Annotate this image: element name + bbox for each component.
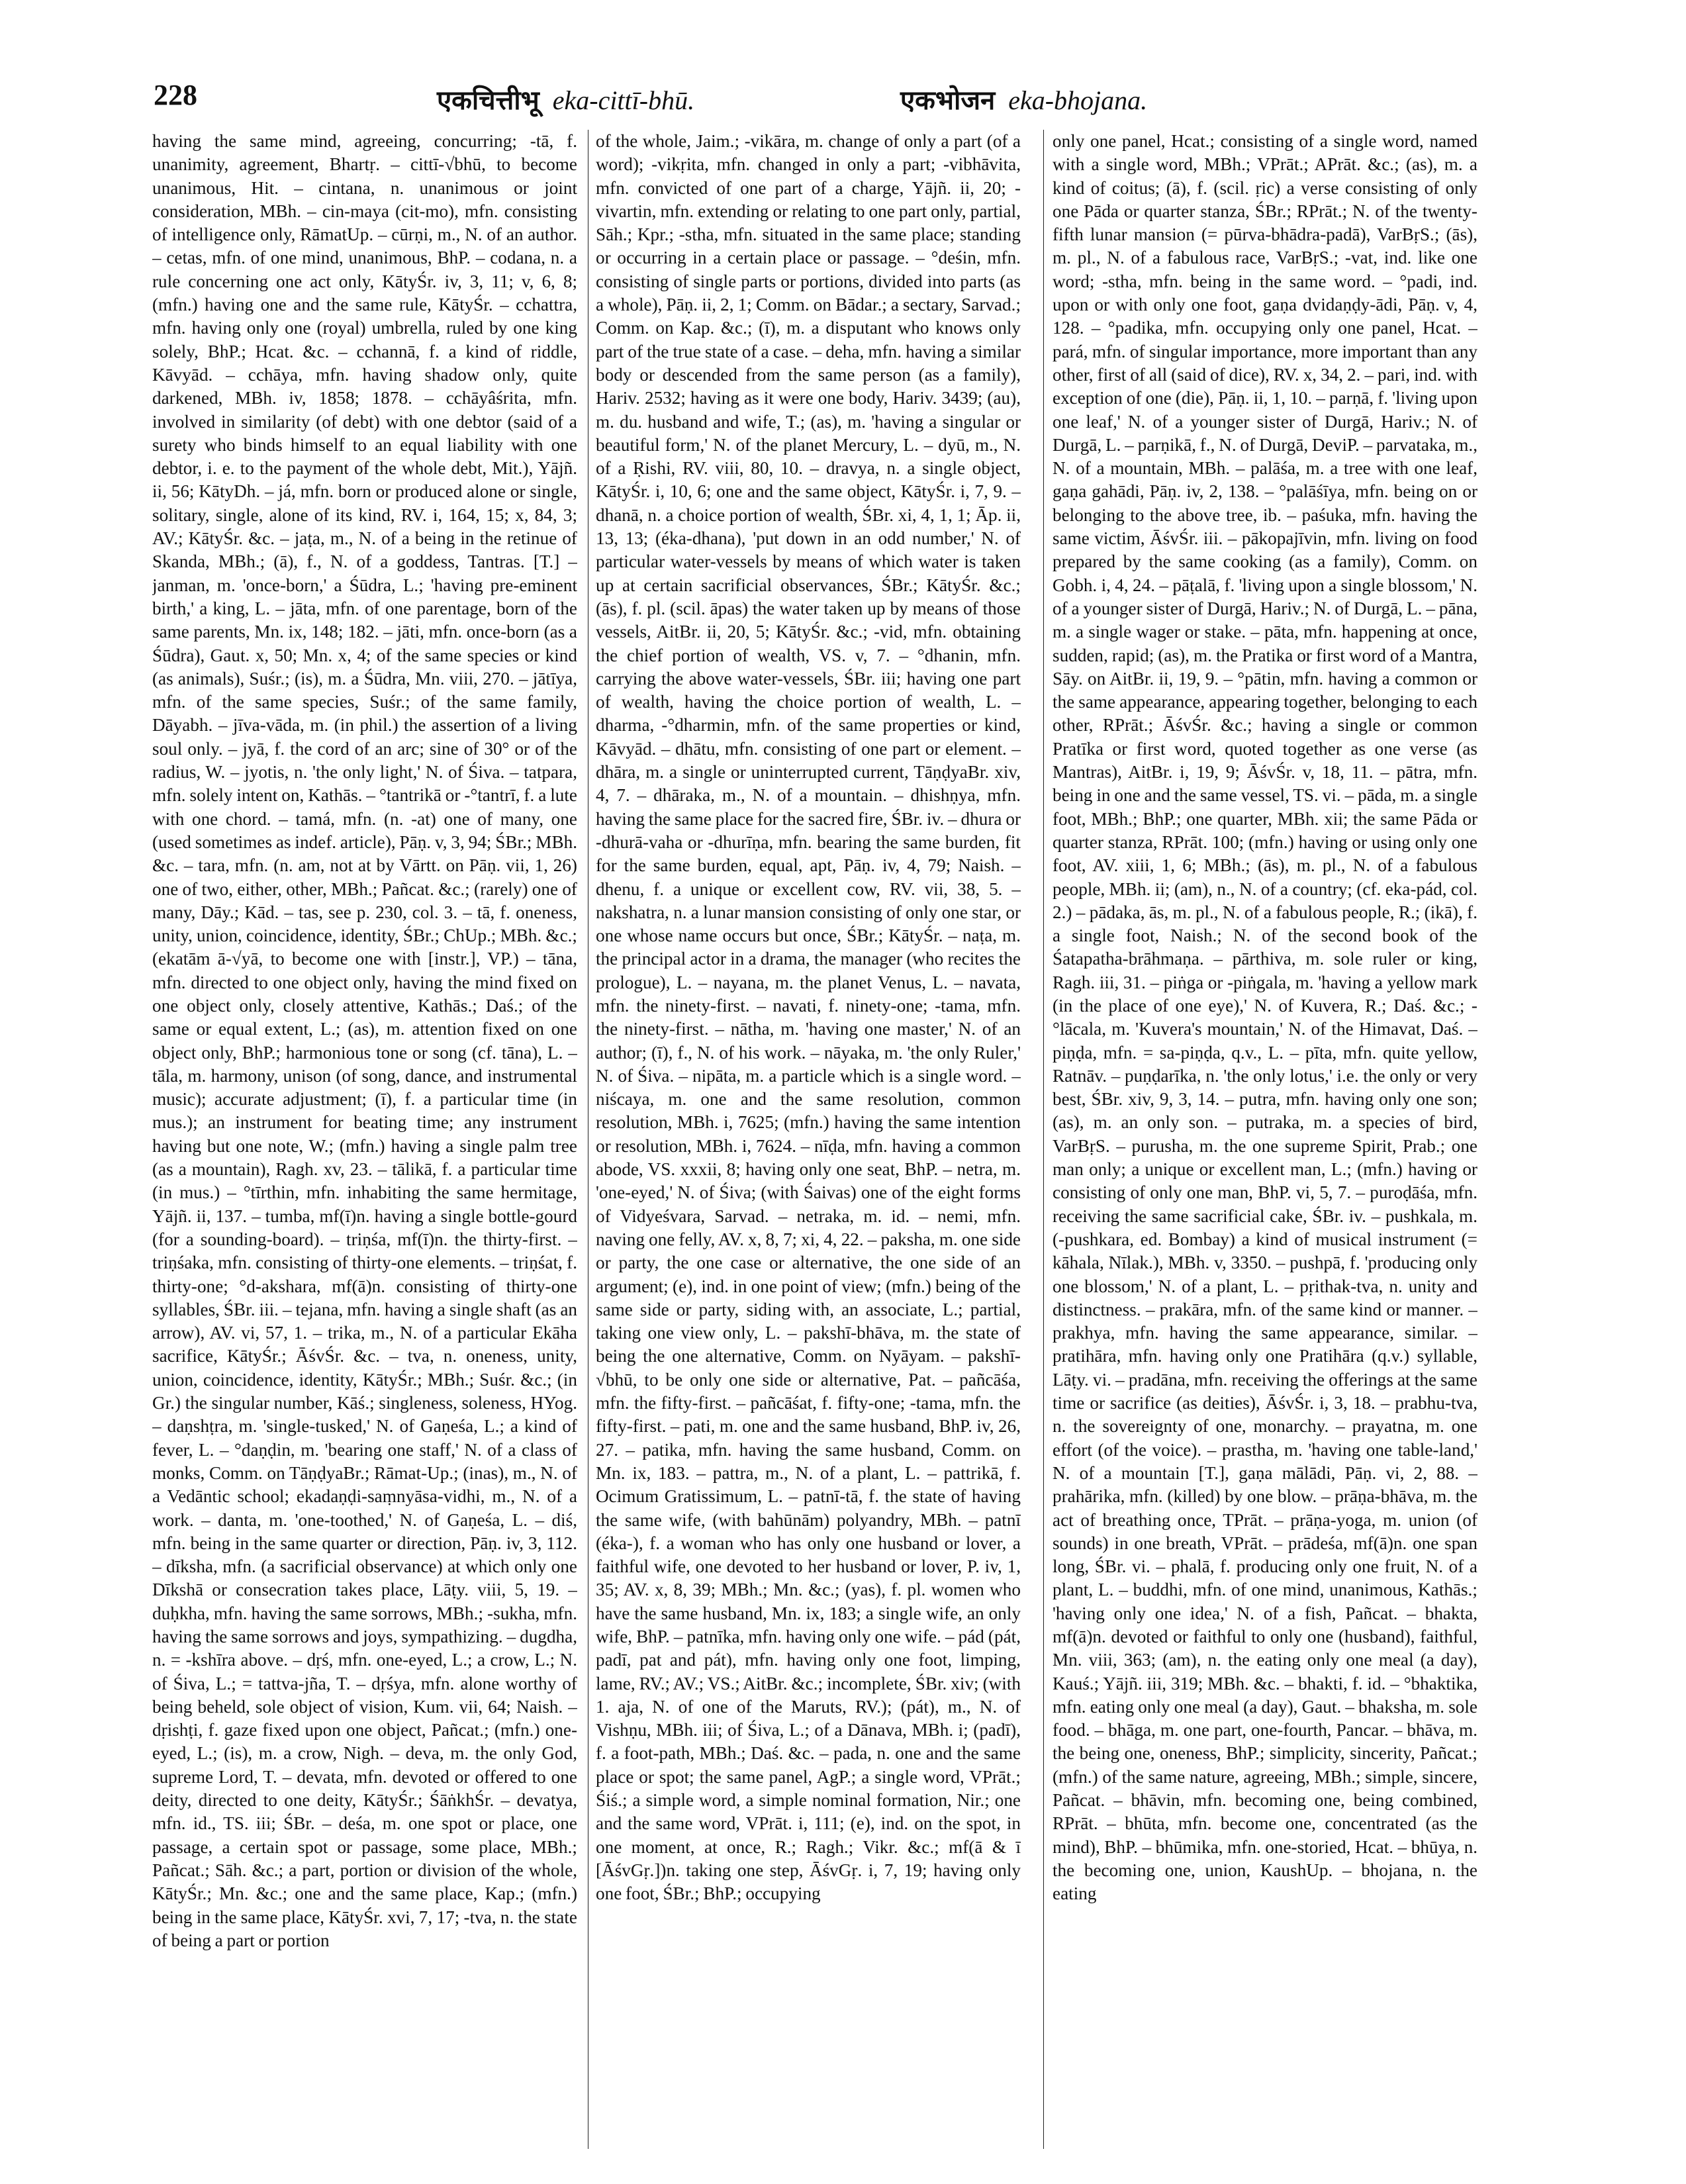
running-head-right-transliteration: eka-bhojana. xyxy=(1008,85,1148,115)
dictionary-column-2: of the whole, Jaim.; -vikāra, m. change of only a part (of a word); -vikṛita, mfn. changed in only a part; -vibhāvita, mfn. convicted of one part of a charge, Yājñ. ii, 20; -vivartin, mfn. extending or relating to one part only, partial, Sāh.; Kpr.; -stha, mfn. situated in the same place; standing or occurring in a certain place or passage. – °deśin, mfn. consisting of single parts or portions, divided into parts (as a whole), Pāṇ. ii, 2, 1; Comm. on Bādar.; a sectary, Sarvad.; Comm. on Kap. &c.; (ī), m. a disputant who knows only part of the true state of a case. – deha, mfn. having a similar body or descended from the same person (as a family), Hariv. 2532; having as it were one body, Hariv. 3439; (au), m. du. husband and wife, T.; (as), m. 'having a singular or beautiful form,' N. of the planet Mercury, L. – dyū, m., N. of a Ṛishi, RV. viii, 80, 10. – dravya, n. a single object, KātyŚr. i, 10, 6; one and the same object, KātyŚr. i, 7, 9. – dhanā, n. a choice portion of wealth, ŚBr. xi, 4, 1, 1; Āp. ii, 13, 13; (éka-dhana), 'put down in an odd number,' N. of particular water-vessels by means of which water is taken up at certain sacrificial observances, ŚBr.; KātyŚr. &c.; (ās), f. pl. (scil. āpas) the water taken up by means of those vessels, AitBr. ii, 20, 5; KātyŚr. &c.; -vid, mfn. obtaining the chief portion of wealth, VS. v, 7. – °dhanin, mfn. carrying the above water-vessels, ŚBr. iii; having one part of wealth, having the choice portion of wealth, L. – dharma, -°dharmin, mfn. of the same properties or kind, Kāvyād. – dhātu, mfn. consisting of one part or element. – dhāra, m. a single or uninterrupted current, TāṇḍyaBr. xiv, 4, 7. – dhāraka, m., N. of a mountain. – dhishṇya, mfn. having the same place for the sacred fire, ŚBr. iv. – dhura or -dhurā-vaha or -dhurīṇa, mfn. bearing the same burden, fit for the same burden, equal, apt, Pāṇ. iv, 4, 79; Naish. – dhenu, f. a unique or excellent cow, RV. vii, 38, 5. – nakshatra, n. a lunar mansion consisting of only one star, or one whose name occurs but once, ŚBr.; KātyŚr. – naṭa, m. the principal actor in a drama, the manager (who recites the prologue), L. – nayana, m. the planet Venus, L. – navata, mfn. the ninety-first. – navati, f. ninety-one; -tama, mfn. the ninety-first. – nātha, m. 'having one master,' N. of an author; (ī), f., N. of his work. – nāyaka, m. 'the only Ruler,' N. of Śiva. – nipāta, m. a particle which is a single word. – niścaya, m. one and the same resolution, common resolution, MBh. i, 7625; (mfn.) having the same intention or resolution, MBh. i, 7624. – nīḍa, mfn. having a common abode, VS. xxxii, 8; having only one seat, BhP. – netra, m. 'one-eyed,' N. of Śiva; (with Śaivas) one of the eight forms of Vidyeśvara, Sarvad. – netraka, m. id. – nemi, mfn. naving one felly, AV. x, 8, 7; xi, 4, 22. – paksha, m. one side or party, the one case or alternative, the one side of an argument; (e), ind. in one point of view; (mfn.) being of the same side or party, siding with, an associate, L.; partial, taking one view only, L. – pakshī-bhāva, m. the state of being the one alternative, Comm. on Nyāyam. – pakshī-√bhū, to be only one side or alternative, Pat. – pañcāśa, mfn. the fifty-first. – pañcāśat, f. fifty-one; -tama, mfn. the fifty-first. – pati, m. one and the same husband, BhP. iv, 26, 27. – patika, mfn. having the same husband, Comm. on Mn. ix, 183. – pattra, m., N. of a plant, L. – pattrikā, f. Ocimum Gratissimum, L. – patnī-tā, f. the state of having the same wife, (with bahūnām) polyandry, MBh. – patnī (éka-), f. a woman who has only one husband or lover, a faithful wife, one devoted to her husband or lover, P. iv, 1, 35; AV. x, 8, 39; MBh.; Mn. &c.; (yas), f. pl. women who have the same husband, Mn. ix, 183; a single wife, an only wife, BhP. – patnīka, mfn. having only one wife. – pád (pát, padī, pat and pát), mfn. having only one foot, limping, lame, RV.; AV.; VS.; AitBr. &c.; incomplete, ŚBr. xiv; (with 1. aja, N. of one of the Maruts, RV.); (pát), m., N. of Vishṇu, MBh. iii; of Śiva, L.; of a Dānava, MBh. i; (padī), f. a foot-path, MBh.; Daś. &c. – pada, n. one and the same place or spot; the same panel, AgP.; a single word, VPrāt.; Śiś.; a simple word, a simple nominal formation, Nir.; one and the same word, VPrāt. i, 111; (e), ind. on the spot, in one moment, at once, R.; Ragh.; Vikr. &c.; mf(ā & ī [ĀśvGṛ.])n. taking one step, ĀśvGṛ. i, 7, 19; having only one foot, ŚBr.; BhP.; occupying xyxy=(596,131,1021,1904)
running-head-left-transliteration: eka-cittī-bhū. xyxy=(552,85,695,115)
running-head-left xyxy=(437,81,694,117)
running-head-right xyxy=(900,81,1147,117)
dictionary-column-1: having the same mind, agreeing, concurring; -tā, f. unanimity, agreement, Bhartṛ. – cittī-√bhū, to become unanimous, Hit. – cintana, n. unanimous or joint consideration, MBh. – cin-maya (cit-mo), mfn. consisting of intelligence only, RāmatUp. – cūrṇi, m., N. of an author. – cetas, mfn. of one mind, unanimous, BhP. – codana, n. a rule concerning one act only, KātyŚr. iv, 3, 11; v, 6, 8; (mfn.) having one and the same rule, KātyŚr. – cchattra, mfn. having only one (royal) umbrella, ruled by one king solely, BhP.; Hcat. &c. – cchannā, f. a kind of riddle, Kāvyād. – cchāya, mfn. having shadow only, quite darkened, MBh. iv, 1858; 1878. – cchāyâśrita, mfn. involved in similarity (of debt) with one debtor (said of a surety who binds himself to an equal liability with one debtor, i. e. to the payment of the whole debt, Mit.), Yājñ. ii, 56; KātyDh. – já, mfn. born or produced alone or single, solitary, single, alone of its kind, RV. i, 164, 15; x, 84, 3; AV.; KātyŚr. &c. – jaṭa, m., N. of a being in the retinue of Skanda, MBh.; (ā), f., N. of a goddess, Tantras. [T.] – janman, m. 'once-born,' a Śūdra, L.; 'having pre-eminent birth,' a king, L. – jāta, mfn. of one parentage, born of the same parents, Mn. ix, 148; 182. – jāti, mfn. once-born (as a Śūdra), Gaut. x, 50; Mn. x, 4; of the same species or kind (as animals), Suśr.; (is), m. a Śūdra, Mn. viii, 270. – jātīya, mfn. of the same species, Suśr.; of the same family, Dāyabh. – jīva-vāda, m. (in phil.) the assertion of a living soul only. – jyā, f. the cord of an arc; sine of 30° or of the radius, W. – jyotis, n. 'the only light,' N. of Śiva. – tatpara, mfn. solely intent on, Kathās. – °tantrikā or -°tantrī, f. a lute with one chord. – tamá, mfn. (n. -at) one of many, one (used sometimes as indef. article), Pāṇ. v, 3, 94; ŚBr.; MBh. &c. – tara, mfn. (n. am, not at by Vārtt. on Pāṇ. vii, 1, 26) one of two, either, other, MBh.; Pañcat. &c.; (rarely) one of many, Dāy.; Kād. – tas, see p. 230, col. 3. – tā, f. oneness, unity, union, coincidence, identity, ŚBr.; ChUp.; MBh. &c.; (ekatām ā-√yā, to become one with [instr.], VP.) – tāna, mfn. directed to one object only, having the mind fixed on one object only, closely attentive, Kathās.; Daś.; of the same or equal extent, L.; (as), m. attention fixed on one object only, BhP.; harmonious tone or song (cf. tāna), L. – tāla, m. harmony, unison (of song, dance, and instrumental music); accurate adjustment; (ī), f. a particular time (in mus.); an instrument for beating time; any instrument having but one note, W.; (mfn.) having a single palm tree (as a mountain), Ragh. xv, 23. – tālikā, f. a particular time (in mus.) – °tīrthin, mfn. inhabiting the same hermitage, Yājñ. ii, 137. – tumba, mf(ī)n. having a single bottle-gourd (for a sounding-board). – triṇśa, mf(ī)n. the thirty-first. – triṇśaka, mfn. consisting of thirty-one elements. – triṇśat, f. thirty-one; °d-akshara, mf(ā)n. consisting of thirty-one syllables, ŚBr. iii. – tejana, mfn. having a single shaft (as an arrow), AV. vi, 57, 1. – trika, m., N. of a particular Ekāha sacrifice, KātyŚr.; ĀśvŚr. &c. – tva, n. oneness, unity, union, coincidence, identity, KātyŚr.; MBh.; Suśr. &c.; (in Gr.) the singular number, Kāś.; singleness, soleness, HYog. – daṇshṭra, m. 'single-tusked,' N. of Gaṇeśa, L.; a kind of fever, L. – °daṇḍin, m. 'bearing one staff,' N. of a class of monks, Comm. on TāṇḍyaBr.; Rāmat-Up.; (inas), m., N. of a Vedāntic school; ekadaṇḍi-saṃnyāsa-vidhi, m., N. of a work. – danta, m. 'one-toothed,' N. of Gaṇeśa, L. – diś, mfn. being in the same quarter or direction, Pāṇ. iv, 3, 112. – dīksha, mfn. (a sacrificial observance) at which only one Dīkshā or consecration takes place, Lāṭy. viii, 5, 19. – duḥkha, mfn. having the same sorrows, MBh.; -sukha, mfn. having the same sorrows and joys, sympathizing. – dugdha, n. = -kshīra above. – dṛś, mfn. one-eyed, L.; a crow, L.; N. of Śiva, L.; = tattva-jña, T. – dṛśya, mfn. alone worthy of being beheld, sole object of vision, Kum. vii, 64; Naish. – dṛishṭi, f. gaze fixed upon one object, Pañcat.; (mfn.) one-eyed, L.; (is), m. a crow, Nigh. – deva, m. the only God, supreme Lord, T. – devata, mfn. devoted or offered to one deity, directed to one deity, KātyŚr.; ŚāṅkhŚr. – devatya, mfn. id., TS. iii; ŚBr. – deśa, m. one spot or place, one passage, a certain spot or passage, some place, MBh.; Pañcat.; Sāh. &c.; a part, portion or division of the whole, KātyŚr.; Mn. &c.; one and the same place, Kap.; (mfn.) being in the same place, KātyŚr. xvi, 7, 17; -tva, n. the state of being a part or portion xyxy=(152,131,577,1950)
column-divider xyxy=(1043,130,1044,2149)
running-head-right-devanagari: एकभोजन xyxy=(900,85,996,115)
dictionary-column-3: only one panel, Hcat.; consisting of a single word, named with a single word, MBh.; VPrāt.; APrāt. &c.; (as), m. a kind of coitus; (ā), f. (scil. ṛic) a verse consisting of only one Pāda or quarter stanza, ŚBr.; RPrāt.; N. of the twenty-fifth lunar mansion (= pūrva-bhādra-padā), VarBṛS.; (ās), m. pl., N. of a fabulous race, VarBṛS.; -vat, ind. like one word; -stha, mfn. being in the same word. – °padi, ind. upon or with only one foot, gaṇa dvidaṇḍy-ādi, Pāṇ. v, 4, 128. – °padika, mfn. occupying only one panel, Hcat. – pará, mfn. of singular importance, more important than any other, first of all (said of dice), RV. x, 34, 2. – pari, ind. with exception of one (die), Pāṇ. ii, 1, 10. – parṇā, f. 'living upon one leaf,' N. of a younger sister of Durgā, Hariv.; N. of Durgā, L. – parṇikā, f., N. of Durgā, DeviP. – parvataka, m., N. of a mountain, MBh. – palāśa, m. a tree with one leaf, gaṇa gahādi, Pāṇ. iv, 2, 138. – °palāśīya, mfn. being on or belonging to the above tree, ib. – paśuka, mfn. having the same victim, ĀśvŚr. iii. – pākopajīvin, mfn. living on food prepared by the same cooking (as a family), Comm. on Gobh. i, 4, 24. – pāṭalā, f. 'living upon a single blossom,' N. of a younger sister of Durgā, Hariv.; N. of Durgā, L. – pāna, m. a single wager or stake. – pāta, mfn. happening at once, sudden, rapid; (as), m. the Pratika or first word of a Mantra, Sāy. on AitBr. ii, 19, 9. – °pātin, mfn. having a common or the same appearance, appearing together, belonging to each other, RPrāt.; ĀśvŚr. &c.; having a single or common Pratīka or first word, quoted together as one verse (as Mantras), AitBr. i, 19, 9; ĀśvŚr. v, 18, 11. – pātra, mfn. being in one and the same vessel, TS. vi. – pāda, m. a single foot, MBh.; BhP.; one quarter, MBh. xii; the same Pāda or quarter stanza, RPrāt. 100; (mfn.) having or using only one foot, AV. xiii, 1, 6; MBh.; (ās), m. pl., N. of a fabulous people, MBh. ii; (am), n., N. of a country; (cf. eka-pád, col. 2.) – pādaka, ās, m. pl., N. of a fabulous people, R.; (ikā), f. a single foot, Naish.; N. of the second book of the Śatapatha-brāhmaṇa. – pārthiva, m. sole ruler or king, Ragh. iii, 31. – piṅga or -piṅgala, m. 'having a yellow mark (in the place of one eye),' N. of Kuvera, R.; Daś. &c.; -°lācala, m. 'Kuvera's mountain,' N. of the Himavat, Daś. – piṇḍa, mfn. = sa-piṇḍa, q.v., L. – pīta, mfn. quite yellow, Ratnāv. – puṇḍarīka, n. 'the only lotus,' i.e. the only or very best, ŚBr. xiv, 9, 3, 14. – putra, mfn. having only one son; (as), m. an only son. – putraka, m. a species of bird, VarBṛS. – purusha, m. the one supreme Spirit, Prab.; one man only; a unique or excellent man, L.; (mfn.) having or consisting of only one man, BhP. vi, 5, 7. – puroḍāśa, mfn. receiving the same sacrificial cake, ŚBr. iv. – pushkala, m. (-pushkara, ed. Bombay) a kind of musical instrument (= kāhala, Nīlak.), MBh. v, 3350. – pushpā, f. 'producing only one blossom,' N. of a plant, L. – pṛithak-tva, n. unity and distinctness. – prakāra, mfn. of the same kind or manner. – prakhya, mfn. having the same appearance, similar. – pratihāra, mfn. having only one Pratihāra (q.v.) syllable, Lāṭy. vi. – pradāna, mfn. receiving the offerings at the same time or sacrifice (as deities), ĀśvŚr. i, 3, 18. – prabhu-tva, n. the sovereignty of one, monarchy. – prayatna, m. one effort (of the voice). – prastha, m. 'having one table-land,' N. of a mountain [T.], gaṇa mālādi, Pāṇ. vi, 2, 88. – prahārika, mfn. (killed) by one blow. – prāṇa-bhāva, m. the act of breathing once, TPrāt. – prāṇa-yoga, m. union (of sounds) in one breath, VPrāt. – prādeśa, mf(ā)n. one span long, ŚBr. vi. – phalā, f. producing only one fruit, N. of a plant, L. – buddhi, mfn. of one mind, unanimous, Kathās.; 'having only one idea,' N. of a fish, Pañcat. – bhakta, mf(ā)n. devoted or faithful to only one (husband), faithful, Mn. viii, 363; (am), n. the eating only one meal (a day), Kauś.; Yājñ. iii, 319; MBh. &c. – bhakti, f. id. – °bhaktika, mfn. eating only one meal (a day), Gaut. – bhaksha, m. sole food. – bhāga, m. one part, one-fourth, Pancar. – bhāva, m. the being one, oneness, BhP.; simplicity, sincerity, Pañcat.; (mfn.) of the same nature, agreeing, MBh.; simple, sincere, Pañcat. – bhāvin, mfn. becoming one, being combined, RPrāt. – bhūta, mfn. become one, concentrated (as the mind), BhP. – bhūmika, mfn. one-storied, Hcat. – bhūya, n. the becoming one, union, KaushUp. – bhojana, n. the eating xyxy=(1053,131,1477,1904)
running-head-left-devanagari: एकचित्तीभू xyxy=(437,85,539,115)
page-number: 228 xyxy=(154,79,197,111)
